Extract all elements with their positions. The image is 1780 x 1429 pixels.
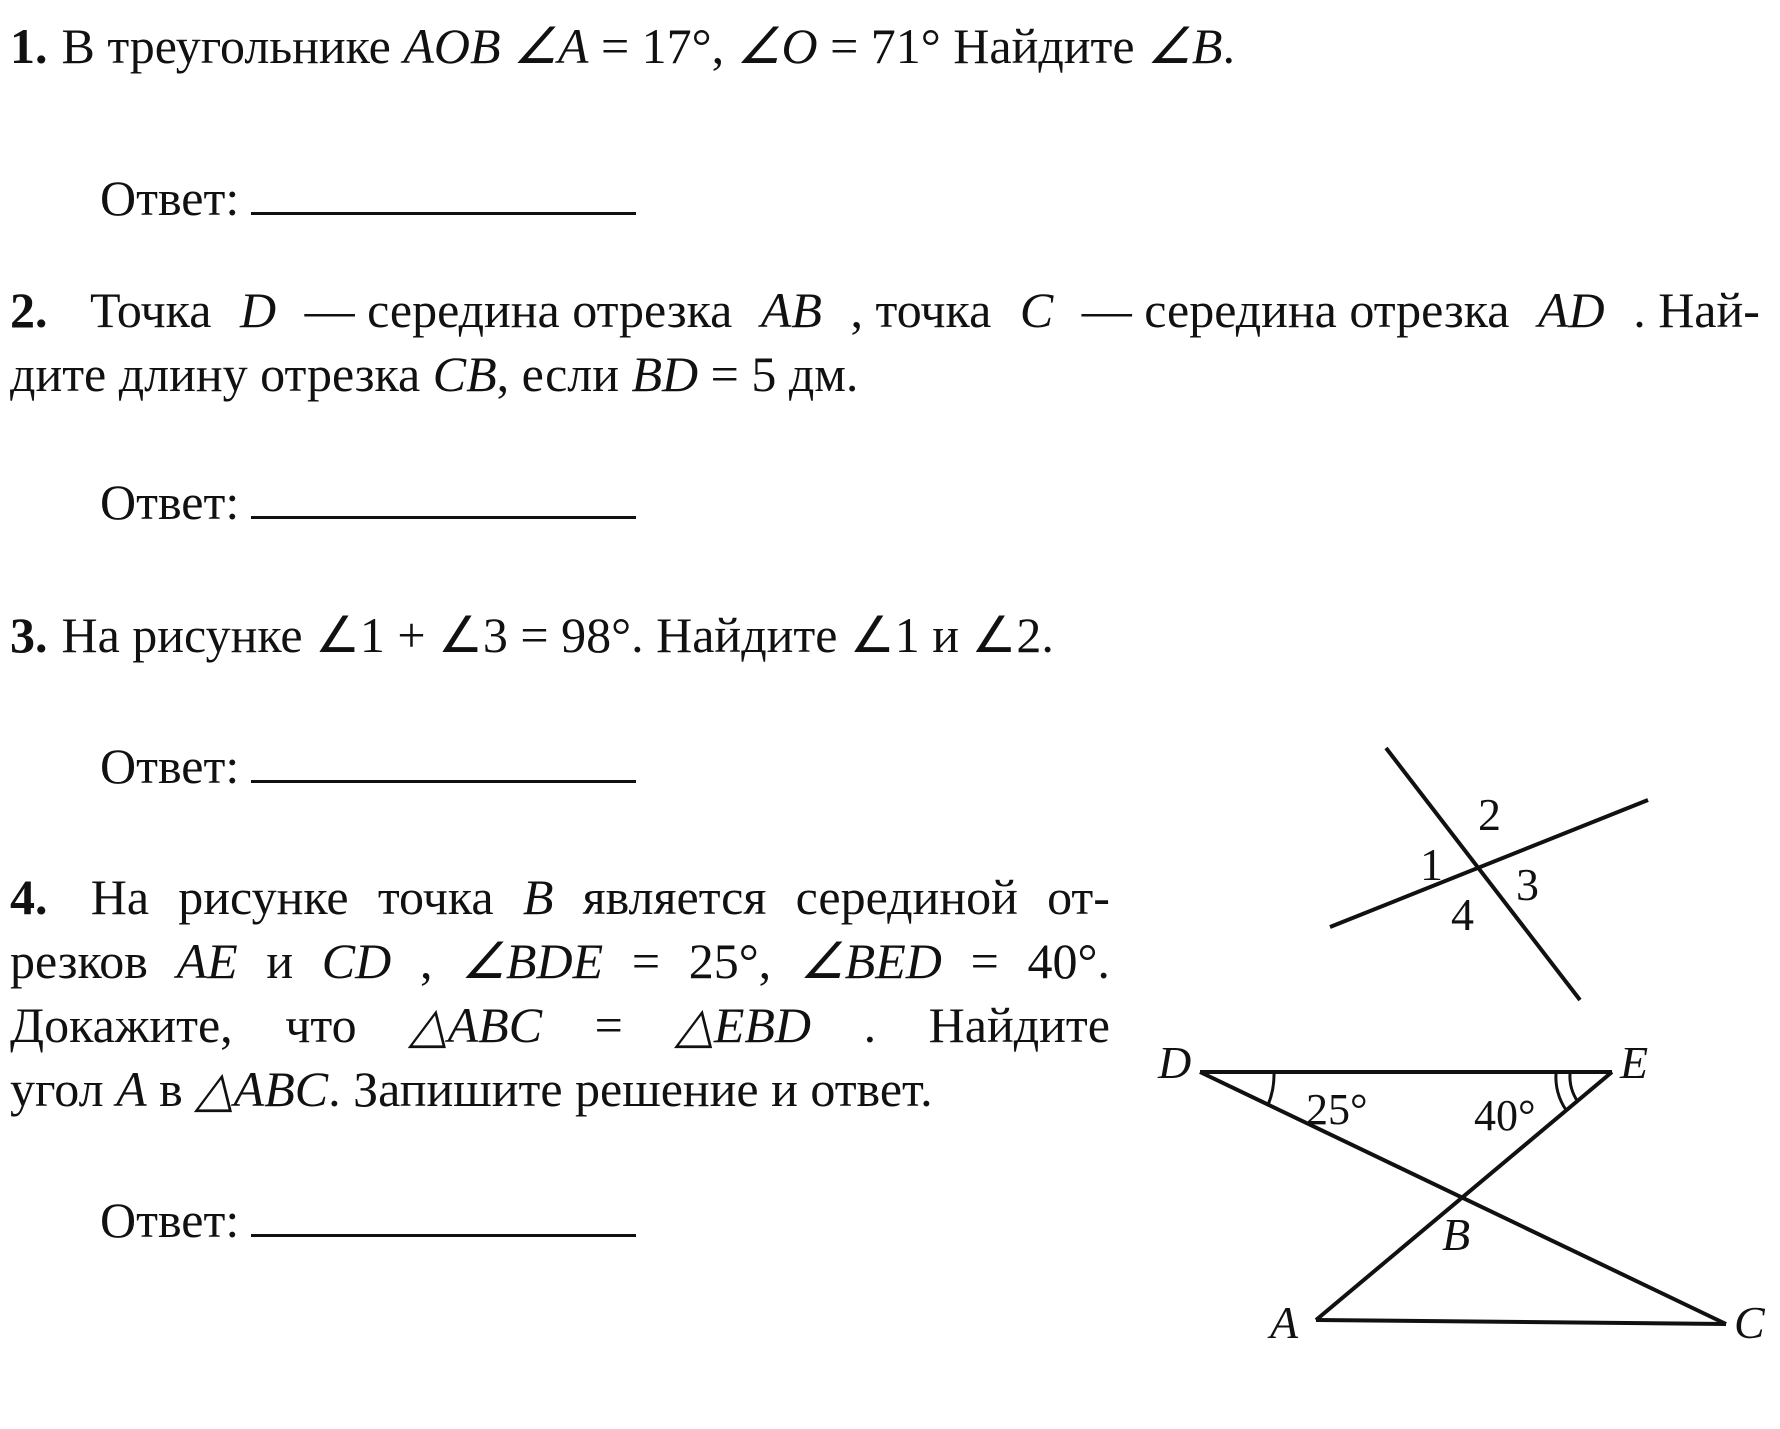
text-segment: рисунке xyxy=(178,869,349,925)
text-segment: Найдите xyxy=(928,997,1110,1053)
text-segment: ∠BED xyxy=(799,933,942,989)
point-label-B: B xyxy=(1442,1209,1471,1260)
text-segment: в xyxy=(146,1061,196,1117)
angle-label-3: 3 xyxy=(1516,859,1539,910)
point-label-D: D xyxy=(1158,1037,1192,1088)
text-segment: серединой xyxy=(795,869,1018,925)
text-segment: B xyxy=(522,869,554,925)
angle-value-D: 25° xyxy=(1306,1085,1368,1134)
text-segment: . xyxy=(863,997,877,1053)
text-segment: — середина отрезка xyxy=(304,282,733,338)
segment-AC xyxy=(1316,1320,1726,1324)
answer-label: Ответ: xyxy=(100,738,240,794)
text-segment: является xyxy=(582,869,767,925)
angle-label-1: 1 xyxy=(1420,839,1443,890)
answer-label: Ответ: xyxy=(100,1192,240,1248)
text-segment: , точка xyxy=(850,282,992,338)
text-segment: 40°. xyxy=(1027,933,1110,989)
problem-number: 2. xyxy=(10,282,48,338)
angle-label-4: 4 xyxy=(1451,889,1474,940)
text-segment: В треугольнике xyxy=(61,18,404,74)
angle-arc-E-outer xyxy=(1556,1073,1566,1110)
angle-arc-D xyxy=(1268,1073,1274,1105)
point-label-C: C xyxy=(1734,1297,1765,1348)
text-segment: AB xyxy=(760,282,822,338)
text-segment: точка xyxy=(377,869,494,925)
text-segment: ∠O xyxy=(736,18,818,74)
text-segment: = xyxy=(970,933,999,989)
text-segment: = 71° Найдите xyxy=(817,18,1148,74)
text-segment: = 5 дм. xyxy=(698,346,859,402)
text-segment: C xyxy=(1019,282,1054,338)
text-segment: = xyxy=(594,997,623,1053)
text-segment: резков xyxy=(10,933,148,989)
text-segment: D xyxy=(239,282,277,338)
problem-number: 1. xyxy=(10,18,48,74)
text-segment: CD xyxy=(321,933,392,989)
text-segment: △ABC xyxy=(409,997,543,1053)
text-segment: 25°, xyxy=(688,933,772,989)
text-segment: Докажите, xyxy=(10,997,233,1053)
text-segment: = xyxy=(631,933,661,989)
problem-number: 4. xyxy=(10,869,48,925)
answer-label: Ответ: xyxy=(100,474,240,530)
text-segment: ∠B xyxy=(1147,18,1223,74)
problem-number: 3. xyxy=(10,607,48,663)
answer-label: Ответ: xyxy=(100,170,240,226)
text-segment: △ABC xyxy=(195,1061,329,1117)
text-segment: ∠BDE xyxy=(461,933,604,989)
point-label-A: A xyxy=(1270,1297,1299,1348)
text-segment: что xyxy=(285,997,357,1053)
text-segment: На рисунке ∠1 + ∠3 = 98°. Найдите ∠1 и ∠2. xyxy=(61,607,1054,663)
text-segment: CB xyxy=(432,346,497,402)
text-segment: △EBD xyxy=(675,997,812,1053)
text-segment: , xyxy=(419,933,433,989)
text-segment: = 17°, xyxy=(588,18,737,74)
text-segment: . xyxy=(1222,18,1235,74)
point-label-E: E xyxy=(1620,1037,1649,1088)
text-segment: AD xyxy=(1538,282,1605,338)
text-segment: Точка xyxy=(90,282,212,338)
text-segment: . Най- xyxy=(1633,282,1760,338)
text-segment: и xyxy=(266,933,294,989)
text-segment: . Запишите решение и ответ. xyxy=(328,1061,933,1117)
angle-label-2: 2 xyxy=(1478,789,1501,840)
text-segment: дите длину отрезка xyxy=(10,346,433,402)
text-segment: , если xyxy=(496,346,632,402)
text-segment: AOB ∠A xyxy=(403,18,589,74)
angle-value-E: 40° xyxy=(1474,1091,1536,1140)
text-segment: A xyxy=(116,1061,147,1117)
text-segment: угол xyxy=(10,1061,117,1117)
angle-arc-E-inner xyxy=(1570,1073,1578,1102)
text-segment: AE xyxy=(176,933,238,989)
text-segment: от- xyxy=(1047,869,1110,925)
text-segment: На xyxy=(90,869,150,925)
text-segment: — середина отрезка xyxy=(1081,282,1510,338)
text-segment: BD xyxy=(631,346,699,402)
